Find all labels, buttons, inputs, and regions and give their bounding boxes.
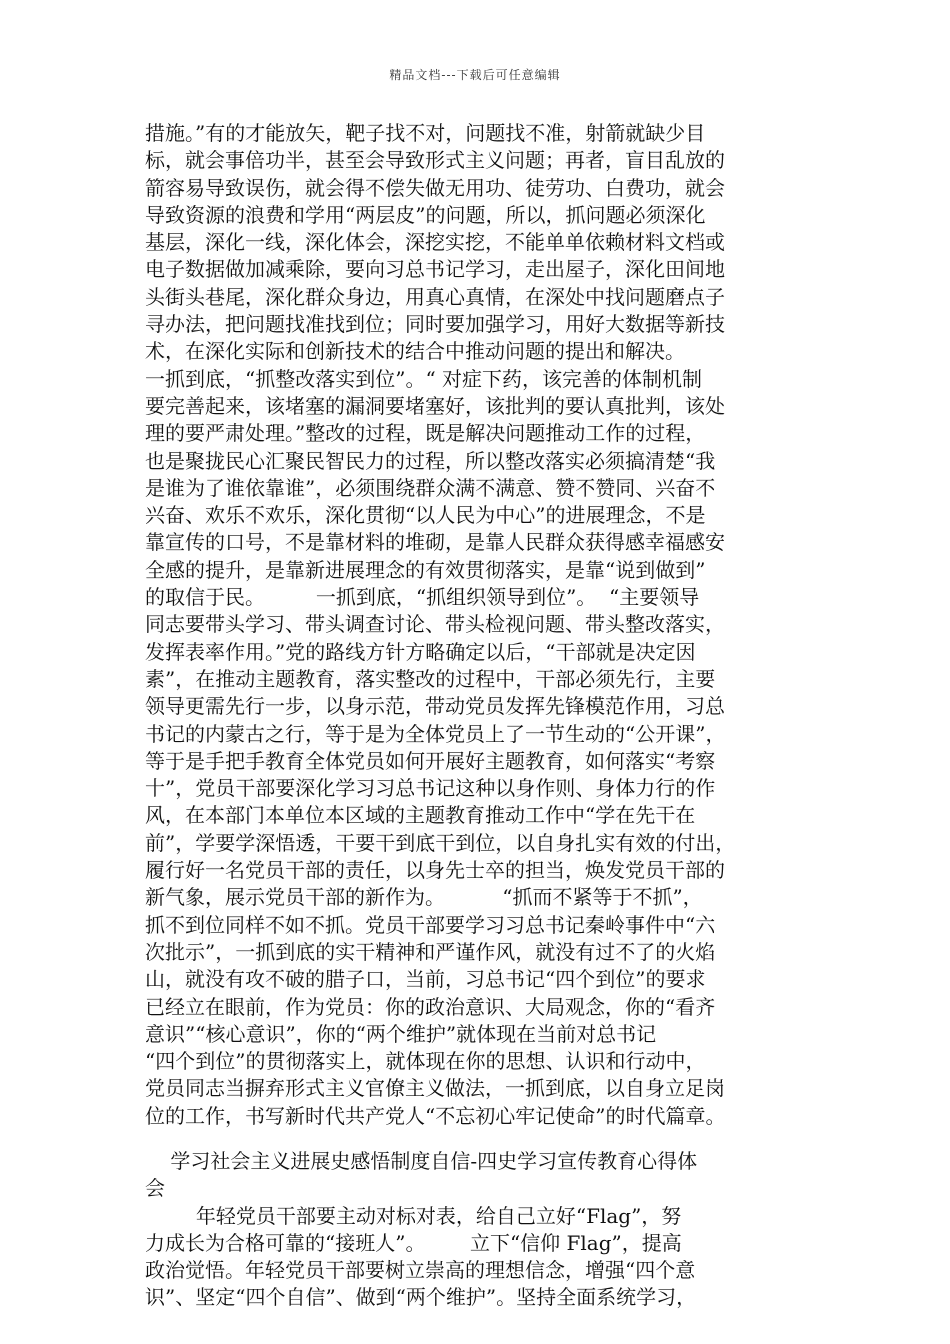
text-line: 等于是手把手教育全体党员如何开展好主题教育，如何落实“考察 [145, 748, 716, 773]
text-line: 风，在本部门本单位本区域的主题教育推动工作中“学在先干在 [145, 803, 696, 828]
section-title-line: 会 [145, 1176, 165, 1201]
text-line: 箭容易导致误伤，就会得不偿失做无用功、徒劳功、白费功，就会 [145, 175, 725, 200]
text-line: 十”，党员干部要深化学习习总书记这种以身作则、身体力行的作 [145, 776, 716, 801]
text-line: 识”、坚定“四个自信”、做到“两个维护”。坚持全面系统学习， [145, 1285, 697, 1310]
text-line: 年轻党员干部要主动对标对表，给自己立好“Flag”，努 [145, 1203, 682, 1228]
text-line: 头街头巷尾，深化群众身边，用真心真情，在深处中找问题磨点子 [145, 284, 725, 309]
text-line: 已经立在眼前，作为党员：你的政治意识、大局观念，你的“看齐 [145, 994, 716, 1019]
text-line: “四个到位”的贯彻落实上，就体现在你的思想、认识和行动中， [145, 1049, 706, 1074]
text-line: 次批示”，一抓到底的实干精神和严谨作风，就没有过不了的火焰 [145, 939, 716, 964]
text-line: 前”，学要学深悟透，干要干到底干到位，以自身扎实有效的付出， [145, 830, 736, 855]
text-line: 的取信于民。 一抓到底，“抓组织领导到位”。 “主要领导 [145, 585, 700, 610]
text-line: 理的要严肃处理。”整改的过程，既是解决问题推动工作的过程， [145, 421, 706, 446]
section-gap [145, 1130, 815, 1148]
text-line: 靠宣传的口号，不是靠材料的堆砌，是靠人民群众获得感幸福感安 [145, 530, 725, 555]
text-line: 术，在深化实际和创新技术的结合中推动问题的提出和解决。 [145, 339, 685, 364]
text-line: 新气象，展示党员干部的新作为。 “抓而不紧等于不抓”， [145, 885, 703, 910]
text-line: 兴奋、欢乐不欢乐，深化贯彻“以人民为中心”的进展理念，不是 [145, 503, 706, 528]
document-body [145, 120, 815, 1312]
text-line: 位的工作，书写新时代共产党人“不忘初心牢记使命”的时代篇章。 [145, 1103, 726, 1128]
text-line: 党员同志当摒弃形式主义官僚主义做法，一抓到底，以自身立足岗 [145, 1076, 725, 1101]
text-line: 素”，在推动主题教育，落实整改的过程中，干部必须先行，主要 [145, 666, 716, 691]
text-line: 山，就没有攻不破的腊子口，当前，习总书记“四个到位”的要求 [145, 967, 706, 992]
text-line: 措施。”有的才能放矢，靶子找不对，问题找不准，射箭就缺少目 [145, 121, 706, 145]
text-line: 导致资源的浪费和学用“两层皮”的问题，所以，抓问题必须深化 [145, 202, 706, 227]
text-line: 领导更需先行一步，以身示范，带动党员发挥先锋模范作用，习总 [145, 694, 725, 719]
text-line: 政治觉悟。年轻党员干部要树立崇高的理想信念，增强“四个意 [145, 1258, 696, 1283]
text-line: 全感的提升，是靠新进展理念的有效贯彻落实，是靠“说到做到” [145, 557, 706, 582]
text-line: 意识”“核心意识”，你的“两个维护”就体现在当前对总书记 [145, 1021, 657, 1046]
text-line: 寻办法，把问题找准找到位；同时要加强学习，用好大数据等新技 [145, 312, 725, 337]
text-line: 基层，深化一线，深化体会，深挖实挖，不能单单依赖材料文档或 [145, 230, 725, 255]
text-line: 要完善起来，该堵塞的漏洞要堵塞好，该批判的要认真批判，该处 [145, 393, 725, 418]
text-line: 是谁为了谁依靠谁”，必须围绕群众满不满意、赞不赞同、兴奋不 [145, 475, 716, 500]
text-line: 抓不到位同样不如不抓。党员干部要学习习总书记秦岭事件中“六 [145, 912, 716, 937]
text-line: 发挥表率作用。”党的路线方针方略确定以后，“干部就是决定因 [145, 639, 696, 664]
text-line: 一抓到底，“抓整改落实到位”。“ 对症下药，该完善的体制机制 [145, 366, 703, 391]
section-title-line: 学习社会主义进展史感悟制度自信-四史学习宣传教育心得体 [145, 1148, 698, 1173]
text-line: 履行好一名党员干部的责任，以身先士卒的担当，焕发党员干部的 [145, 858, 725, 883]
text-line: 标，就会事倍功半，甚至会导致形式主义问题；再者，盲目乱放的 [145, 148, 725, 173]
text-line: 书记的内蒙古之行，等于是为全体党员上了一节生动的“公开课”， [145, 721, 726, 746]
text-line: 同志要带头学习、带头调查讨论、带头检视问题、带头整改落实， [145, 612, 725, 637]
page-header: 精品文档---下载后可任意编辑 [389, 68, 561, 82]
text-line: 电子数据做加减乘除，要向习总书记学习，走出屋子，深化田间地 [145, 257, 725, 282]
text-line: 力成长为合格可靠的“接班人”。 立下“信仰 Flag”，提高 [145, 1230, 682, 1255]
text-line: 也是聚拢民心汇聚民智民力的过程，所以整改落实必须搞清楚“我 [145, 448, 716, 473]
